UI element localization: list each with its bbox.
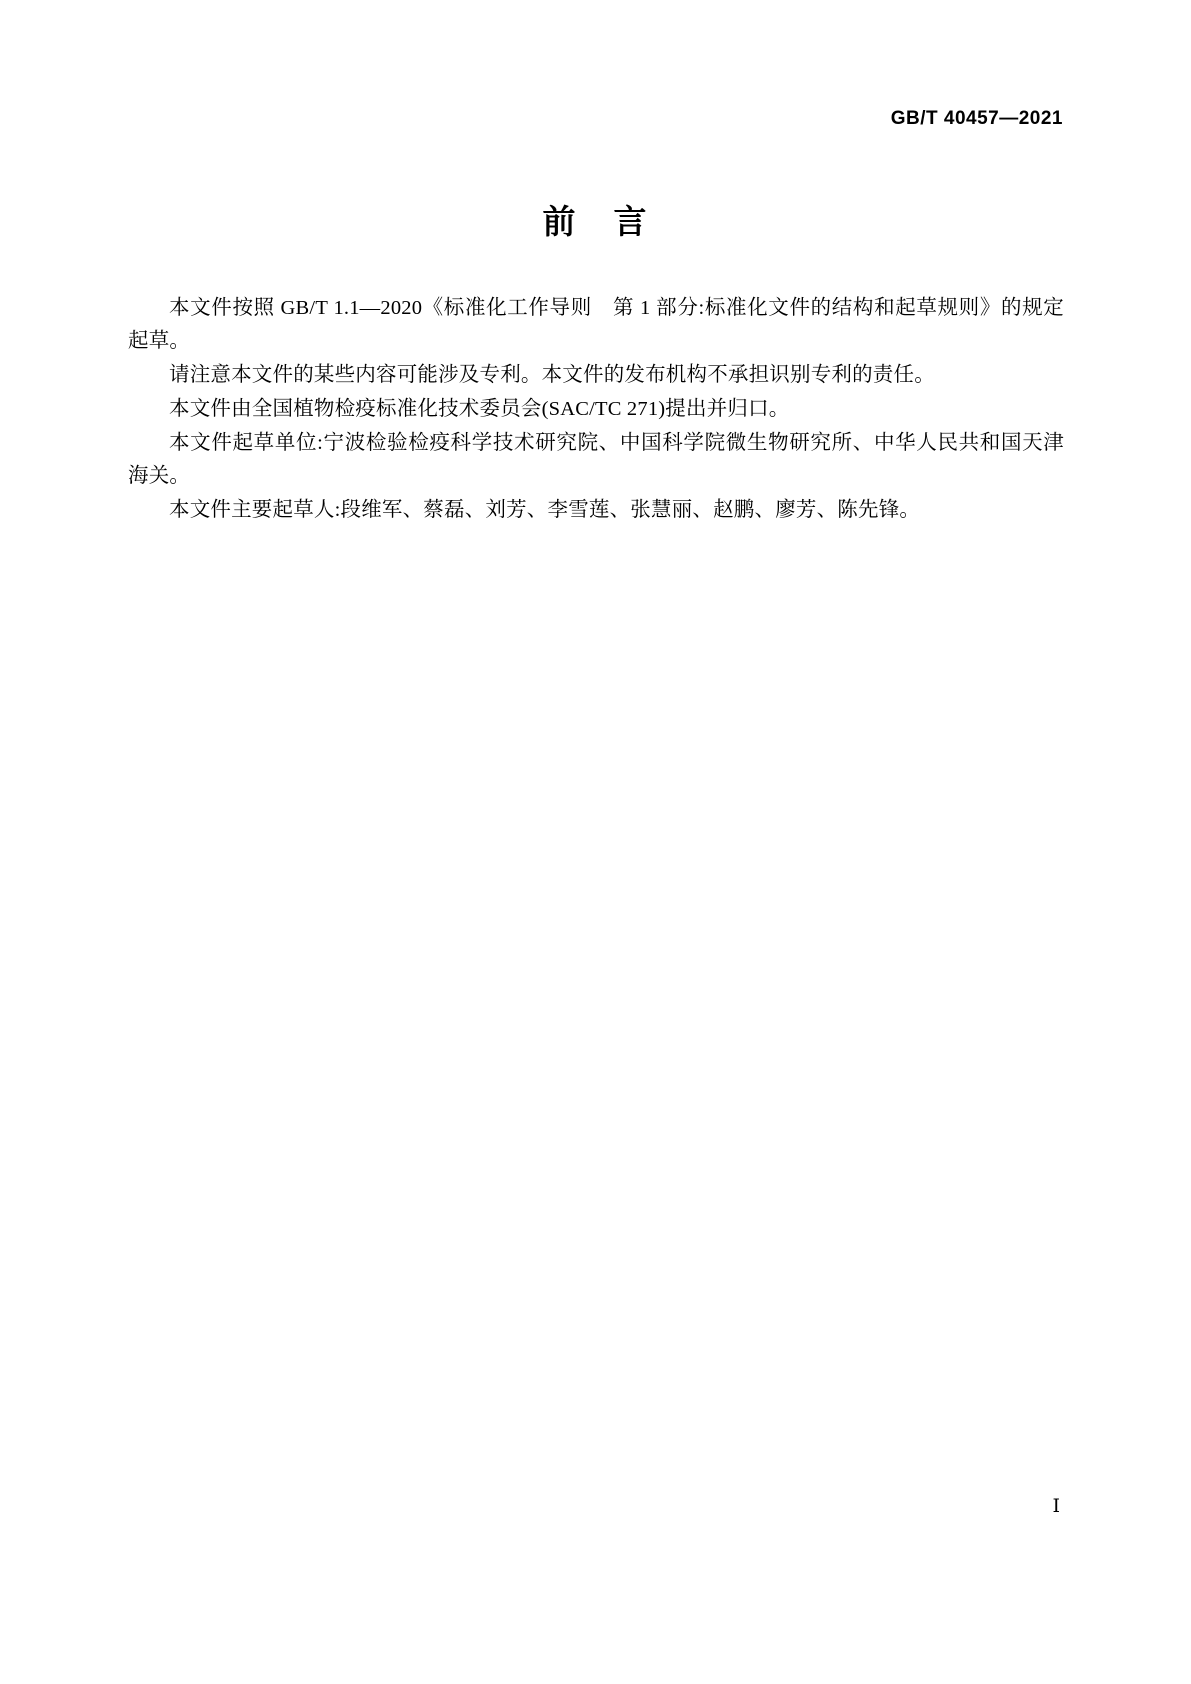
foreword-body — [128, 292, 1064, 527]
page-header-standard-code: GB/T 40457—2021 — [890, 108, 1063, 129]
foreword-paragraph-5: 本文件主要起草人:段维军、蔡磊、刘芳、李雪莲、张慧丽、赵鹏、廖芳、陈先锋。 — [169, 499, 921, 521]
foreword-paragraph-4: 本文件起草单位:宁波检验检疫科学技术研究院、中国科学院微生物研究所、中华人民共和国天津海关。 — [128, 432, 1064, 487]
page-title-char-1: 前 — [542, 202, 578, 241]
page-title-char-2: 言 — [613, 202, 649, 241]
foreword-paragraph-3: 本文件由全国植物检疫标准化技术委员会(SAC/TC 271)提出并归口。 — [169, 398, 790, 420]
foreword-paragraph-1: 本文件按照 GB/T 1.1—2020《标准化工作导则 第 1 部分:标准化文件的结构和起草规则》的规定起草。 — [128, 297, 1064, 352]
foreword-paragraph-2: 请注意本文件的某些内容可能涉及专利。本文件的发布机构不承担识别专利的责任。 — [169, 364, 935, 386]
page-title — [0, 196, 1191, 243]
page-number: Ⅰ — [1052, 1496, 1060, 1517]
